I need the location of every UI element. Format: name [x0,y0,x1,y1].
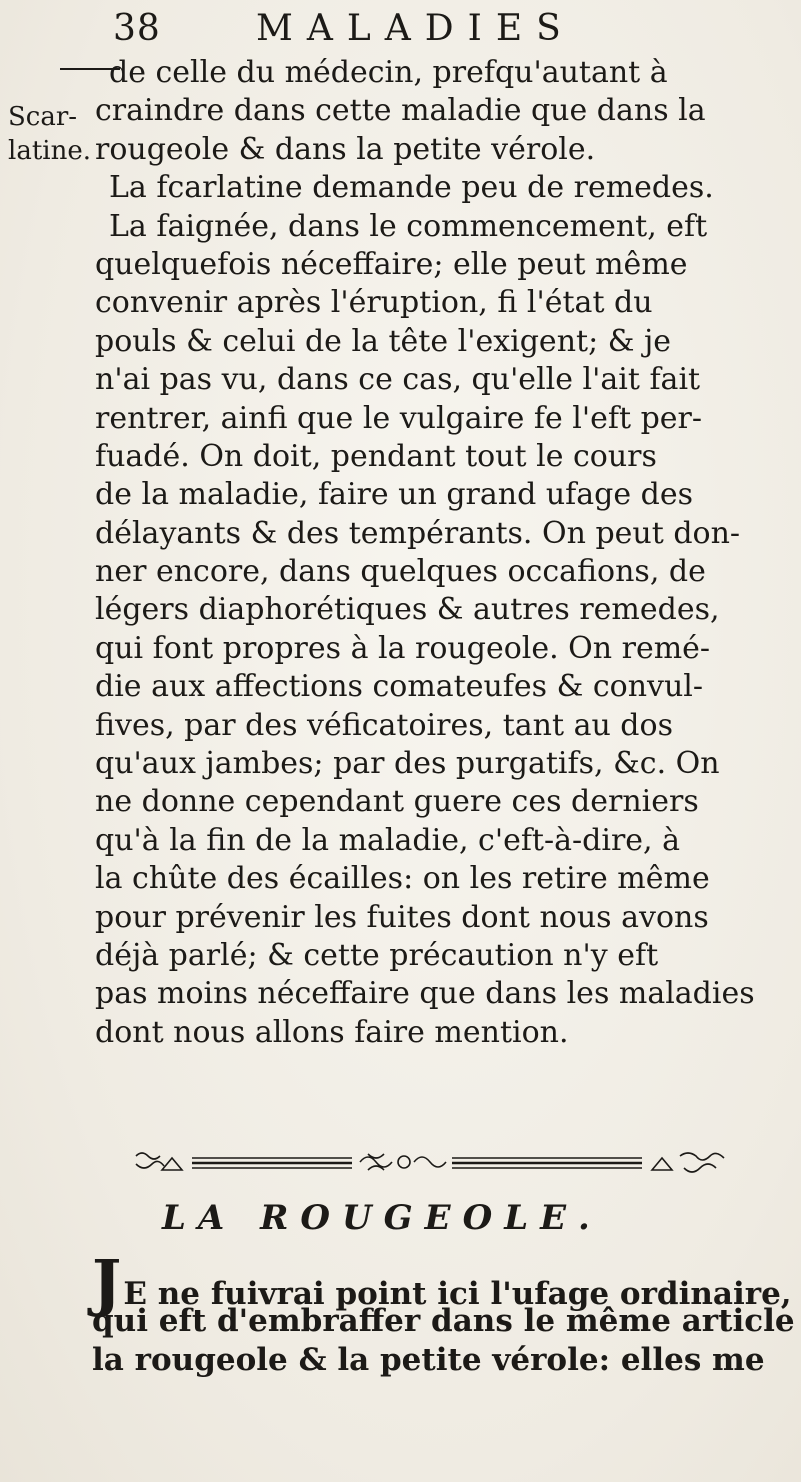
text-line: qui font propres à la rougeole. On remé- [95,630,711,666]
text-line: dont nous allons faire mention. [95,1014,569,1050]
page-header [0,8,801,58]
text-line: qui eft d'embraffer dans le même article [92,1303,795,1339]
text-line-with-dropcap [92,1246,792,1319]
text-line: légers diaphorétiques & autres remedes, [95,592,720,628]
text-line: fuadé. On doit, pendant tout le cours [95,438,657,474]
running-head: MALADIES [256,8,575,49]
text-line: qu'à la fin de la maladie, c'eft-à-dire, à [95,822,680,858]
text-line: rentrer, ainfi que le vulgaire fe l'eft per- [95,400,703,436]
decorative-ornament-band [132,1148,732,1178]
text-line: de celle du médecin, prefqu'autant à [109,55,668,90]
text-line: La faignée, dans le commencement, eft [109,208,708,244]
section-text [92,1246,795,1380]
text-line: die aux affections comateufes & convul- [95,669,704,705]
section-title: LA ROUGEOLE. [162,1198,602,1238]
dropcap: J [92,1246,122,1319]
margin-note-line: latine. [8,136,91,166]
text-line: rougeole & dans la petite vérole. [95,131,596,167]
text-line: de la maladie, faire un grand ufage des [95,477,693,513]
text-line: fives, par des véficatoires, tant au dos [95,707,673,743]
page-number: 38 [113,8,161,49]
text-line: déjà parlé; & cette précaution n'y eft [95,937,659,973]
text-line: délayants & des tempérants. On peut don- [95,515,741,551]
text-line: la rougeole & la petite vérole: elles me [92,1342,765,1378]
text-line: ne donne cependant guere ces derniers [95,784,699,820]
text-line: pas moins néceffaire que dans les maladies [95,976,755,1012]
text-line: la chûte des écailles: on les retire même [95,861,710,897]
text-line: quelquefois néceffaire; elle peut même [95,246,688,282]
margin-note-line: Scar- [8,102,78,132]
text-line: pouls & celui de la tête l'exigent; & je [95,323,672,359]
text-line-content: E ne fuivrai point ici l'ufage ordinaire, [123,1276,792,1312]
body-text [95,54,785,1052]
text-line: convenir après l'éruption, fi l'état du [95,285,653,321]
text-line: craindre dans cette maladie que dans la [95,93,706,129]
margin-note [8,100,91,168]
text-line: pour prévenir les fuites dont nous avons [95,899,709,935]
text-line: n'ai pas vu, dans ce cas, qu'elle l'ait fait [95,362,701,398]
text-line: La fcarlatine demande peu de remedes. [109,170,714,206]
text-line: ner encore, dans quelques occafions, de [95,554,706,590]
text-line: qu'aux jambes; par des purgatifs, &c. On [95,746,720,782]
